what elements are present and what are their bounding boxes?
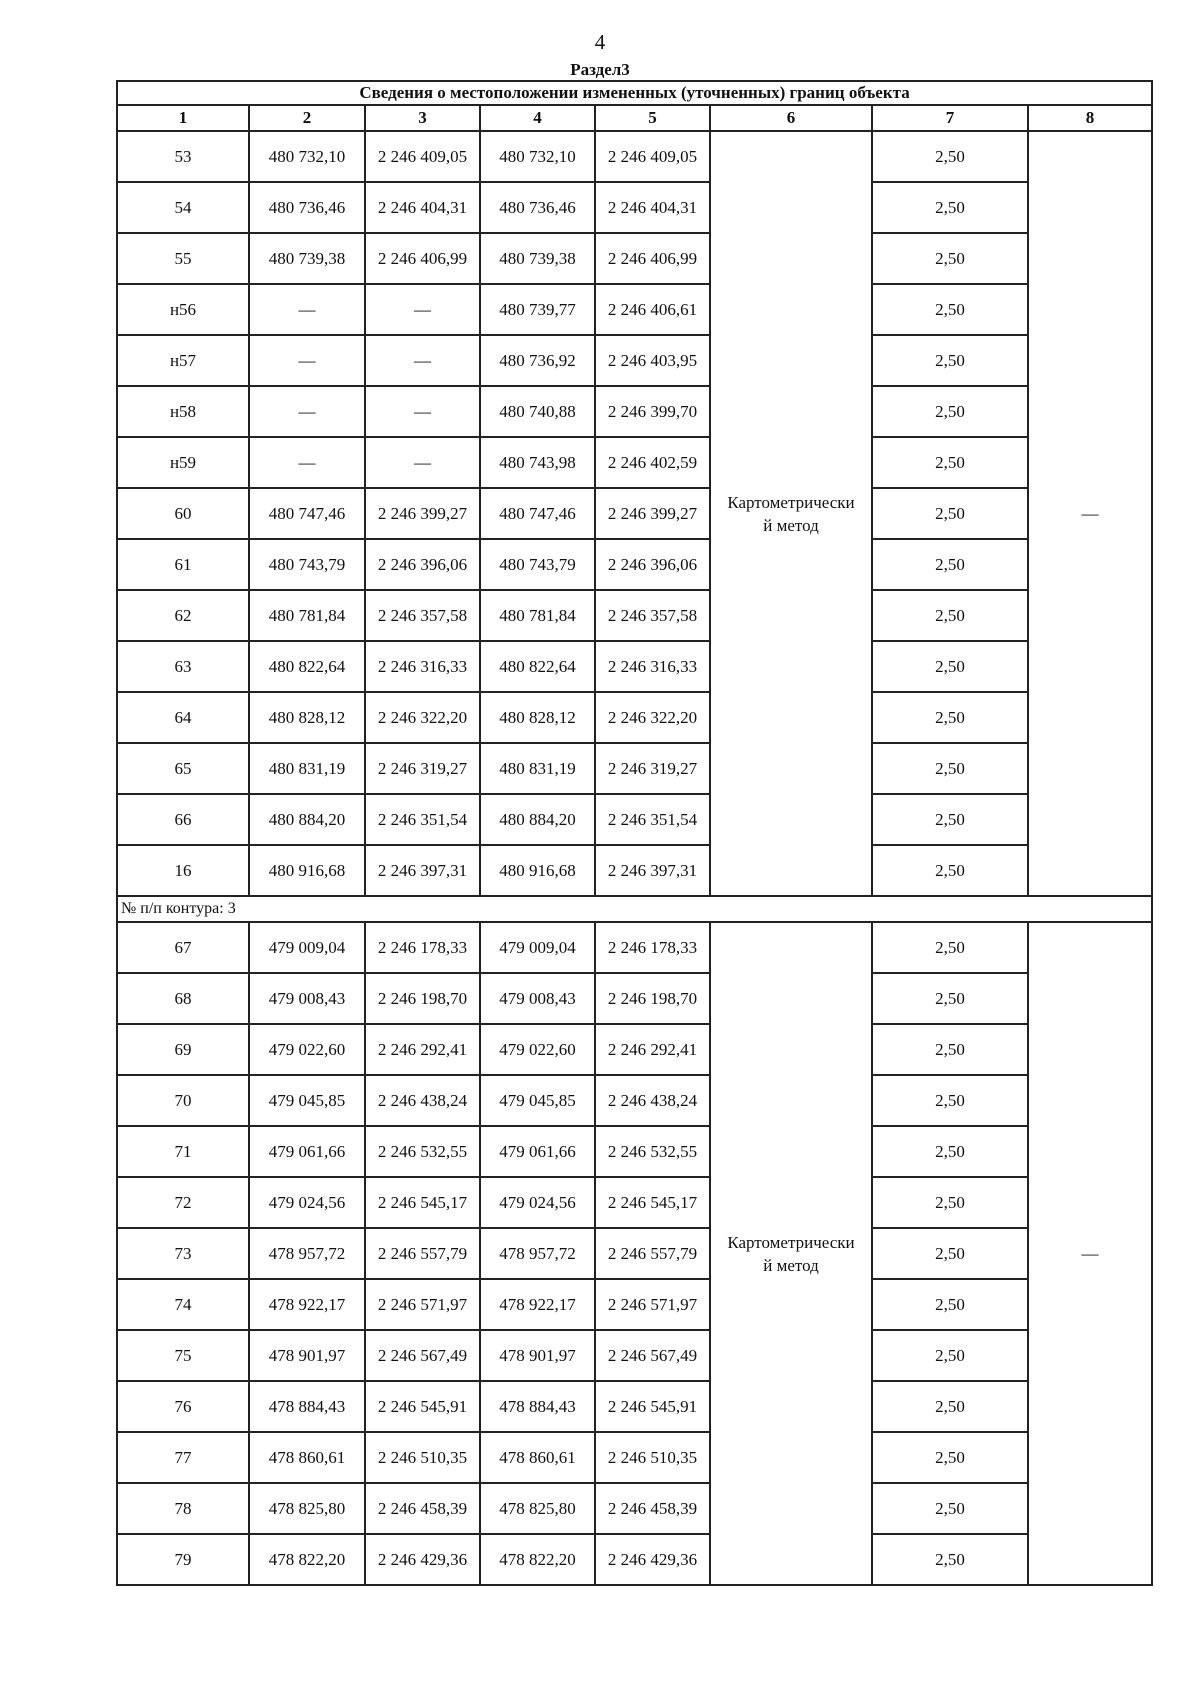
table-cell: 480 736,46 <box>480 182 595 233</box>
table-cell: 2,50 <box>872 641 1028 692</box>
table-cell: 2 246 438,24 <box>595 1075 710 1126</box>
table-row <box>117 1126 1152 1177</box>
table-cell: 479 045,85 <box>249 1075 365 1126</box>
table-cell: 480 822,64 <box>249 641 365 692</box>
table-row <box>117 335 1152 386</box>
table-cell: — <box>249 386 365 437</box>
table-cell: 67 <box>117 922 249 973</box>
table-cell: 2,50 <box>872 233 1028 284</box>
table-row <box>117 182 1152 233</box>
table-cell: 478 957,72 <box>480 1228 595 1279</box>
table-cell: 2 246 557,79 <box>365 1228 480 1279</box>
table-cell: 480 743,79 <box>480 539 595 590</box>
method-cell: Картометрически й метод <box>710 922 872 1585</box>
table-row <box>117 1177 1152 1228</box>
table-cell: 2 246 319,27 <box>365 743 480 794</box>
table-cell: н57 <box>117 335 249 386</box>
table-cell: 2 246 178,33 <box>365 922 480 973</box>
table-cell: 60 <box>117 488 249 539</box>
table-cell: 480 884,20 <box>480 794 595 845</box>
table-cell: 2 246 399,27 <box>595 488 710 539</box>
table-cell: 77 <box>117 1432 249 1483</box>
table-cell: 479 024,56 <box>480 1177 595 1228</box>
table-cell: 2,50 <box>872 922 1028 973</box>
table-cell: 2,50 <box>872 488 1028 539</box>
table-cell: 2 246 567,49 <box>595 1330 710 1381</box>
table-cell: 2,50 <box>872 539 1028 590</box>
table-cell: 72 <box>117 1177 249 1228</box>
table-cell: 2 246 571,97 <box>595 1279 710 1330</box>
table-cell: 478 901,97 <box>249 1330 365 1381</box>
table-cell: 2,50 <box>872 1228 1028 1279</box>
table-cell: 2,50 <box>872 1024 1028 1075</box>
contour-label: № п/п контура: 3 <box>117 896 1152 922</box>
table-cell: 2 246 409,05 <box>365 131 480 182</box>
table-cell: 2 246 351,54 <box>365 794 480 845</box>
table-cell: — <box>249 335 365 386</box>
table-cell: 79 <box>117 1534 249 1585</box>
table-cell: 2 246 319,27 <box>595 743 710 794</box>
table-row <box>117 1483 1152 1534</box>
column-8-cell: — <box>1028 131 1152 896</box>
table-cell: 2,50 <box>872 590 1028 641</box>
table-cell: 71 <box>117 1126 249 1177</box>
table-cell: 69 <box>117 1024 249 1075</box>
table-row <box>117 1228 1152 1279</box>
table-cell: 2 246 545,91 <box>595 1381 710 1432</box>
table-cell: 2 246 397,31 <box>365 845 480 896</box>
table-cell: 480 831,19 <box>249 743 365 794</box>
table-cell: 53 <box>117 131 249 182</box>
table-cell: 64 <box>117 692 249 743</box>
table-cell: 75 <box>117 1330 249 1381</box>
page-number: 4 <box>594 30 606 54</box>
table-cell: н56 <box>117 284 249 335</box>
table-cell: 55 <box>117 233 249 284</box>
table-cell: 2,50 <box>872 1177 1028 1228</box>
table-cell: 480 884,20 <box>249 794 365 845</box>
table-caption-row <box>117 81 1152 105</box>
table-cell: 65 <box>117 743 249 794</box>
table-cell: 2 246 458,39 <box>595 1483 710 1534</box>
table-cell: 2 246 510,35 <box>365 1432 480 1483</box>
table-cell: 68 <box>117 973 249 1024</box>
column-number: 7 <box>872 105 1028 131</box>
table-row <box>117 743 1152 794</box>
table-cell: 480 732,10 <box>249 131 365 182</box>
table-cell: 2 246 545,17 <box>595 1177 710 1228</box>
table-cell: 66 <box>117 794 249 845</box>
table-cell: 480 781,84 <box>480 590 595 641</box>
table-cell: н59 <box>117 437 249 488</box>
table-cell: — <box>365 437 480 488</box>
table-cell: 2 246 399,70 <box>595 386 710 437</box>
table-cell: 2 246 402,59 <box>595 437 710 488</box>
column-8-cell: — <box>1028 922 1152 1585</box>
table-cell: 478 825,80 <box>480 1483 595 1534</box>
table-cell: 478 860,61 <box>480 1432 595 1483</box>
table-cell: 2,50 <box>872 973 1028 1024</box>
table-cell: 479 061,66 <box>480 1126 595 1177</box>
table-cell: 2 246 292,41 <box>365 1024 480 1075</box>
table-cell: 480 736,92 <box>480 335 595 386</box>
table-cell: 2 246 545,17 <box>365 1177 480 1228</box>
table-row <box>117 1075 1152 1126</box>
table-cell: 2 246 510,35 <box>595 1432 710 1483</box>
table-cell: 478 884,43 <box>480 1381 595 1432</box>
table-cell: н58 <box>117 386 249 437</box>
table-cell: — <box>249 284 365 335</box>
table-row <box>117 233 1152 284</box>
table-cell: 16 <box>117 845 249 896</box>
table-cell: 480 743,79 <box>249 539 365 590</box>
table-cell: 2 246 532,55 <box>365 1126 480 1177</box>
table-cell: 479 024,56 <box>249 1177 365 1228</box>
table-cell: 2 246 198,70 <box>365 973 480 1024</box>
table-row <box>117 1381 1152 1432</box>
table-cell: 2 246 399,27 <box>365 488 480 539</box>
table-cell: 2 246 557,79 <box>595 1228 710 1279</box>
table-cell: 480 822,64 <box>480 641 595 692</box>
table-cell: 478 825,80 <box>249 1483 365 1534</box>
table-cell: 480 916,68 <box>480 845 595 896</box>
table-cell: 479 045,85 <box>480 1075 595 1126</box>
table-cell: 480 831,19 <box>480 743 595 794</box>
table-cell: 2,50 <box>872 284 1028 335</box>
table-row <box>117 284 1152 335</box>
column-number: 6 <box>710 105 872 131</box>
table-row <box>117 539 1152 590</box>
contour-label-row <box>117 896 1152 922</box>
table-cell: 479 008,43 <box>480 973 595 1024</box>
table-cell: 2,50 <box>872 437 1028 488</box>
table-row <box>117 590 1152 641</box>
table-row <box>117 1279 1152 1330</box>
table-cell: 2 246 357,58 <box>365 590 480 641</box>
table-cell: 2,50 <box>872 1483 1028 1534</box>
column-number: 5 <box>595 105 710 131</box>
table-cell: 2 246 409,05 <box>595 131 710 182</box>
table-row <box>117 1330 1152 1381</box>
table-cell: 2 246 397,31 <box>595 845 710 896</box>
method-cell: Картометрически й метод <box>710 131 872 896</box>
table-cell: 2,50 <box>872 131 1028 182</box>
table-row <box>117 386 1152 437</box>
table-cell: 2,50 <box>872 1381 1028 1432</box>
table-cell: 2 246 292,41 <box>595 1024 710 1075</box>
table-cell: 480 828,12 <box>480 692 595 743</box>
table-cell: 2 246 429,36 <box>595 1534 710 1585</box>
table-cell: 2 246 322,20 <box>365 692 480 743</box>
table-cell: 2,50 <box>872 1432 1028 1483</box>
table-cell: 2 246 571,97 <box>365 1279 480 1330</box>
column-number: 1 <box>117 105 249 131</box>
table-cell: 2 246 396,06 <box>365 539 480 590</box>
table-row <box>117 131 1152 182</box>
table-cell: 478 922,17 <box>480 1279 595 1330</box>
table-cell: 478 957,72 <box>249 1228 365 1279</box>
table-row <box>117 437 1152 488</box>
table-cell: 2 246 406,99 <box>365 233 480 284</box>
table-cell: 2 246 404,31 <box>365 182 480 233</box>
table-cell: 2 246 351,54 <box>595 794 710 845</box>
table-cell: 2 246 429,36 <box>365 1534 480 1585</box>
table-cell: 2,50 <box>872 692 1028 743</box>
table-cell: 480 747,46 <box>480 488 595 539</box>
table-row <box>117 1534 1152 1585</box>
table-caption: Сведения о местоположении измененных (уточненных) границ объекта <box>117 81 1152 105</box>
table-cell: 2,50 <box>872 1126 1028 1177</box>
table-cell: 480 736,46 <box>249 182 365 233</box>
column-number: 4 <box>480 105 595 131</box>
table-cell: 2,50 <box>872 335 1028 386</box>
table-cell: 2,50 <box>872 1534 1028 1585</box>
table-cell: 2 246 316,33 <box>365 641 480 692</box>
table-row <box>117 1432 1152 1483</box>
table-row <box>117 488 1152 539</box>
table-cell: 2 246 403,95 <box>595 335 710 386</box>
table-cell: 2,50 <box>872 743 1028 794</box>
table-cell: 2 246 545,91 <box>365 1381 480 1432</box>
table-cell: 2 246 406,61 <box>595 284 710 335</box>
section-title: Раздел3 <box>570 60 630 79</box>
table-cell: 478 884,43 <box>249 1381 365 1432</box>
table-cell: 61 <box>117 539 249 590</box>
table-cell: 479 022,60 <box>249 1024 365 1075</box>
table-cell: 480 747,46 <box>249 488 365 539</box>
table-cell: 480 916,68 <box>249 845 365 896</box>
table-cell: 2 246 357,58 <box>595 590 710 641</box>
column-number: 8 <box>1028 105 1152 131</box>
table-cell: — <box>365 335 480 386</box>
table-cell: — <box>249 437 365 488</box>
table-row <box>117 1024 1152 1075</box>
table-cell: 74 <box>117 1279 249 1330</box>
column-number: 2 <box>249 105 365 131</box>
table-cell: 480 781,84 <box>249 590 365 641</box>
table-cell: 63 <box>117 641 249 692</box>
table-cell: 73 <box>117 1228 249 1279</box>
table-cell: 2 246 322,20 <box>595 692 710 743</box>
coordinates-table <box>116 80 1153 1586</box>
table-cell: 78 <box>117 1483 249 1534</box>
table-cell: 2 246 404,31 <box>595 182 710 233</box>
table-cell: 2 246 198,70 <box>595 973 710 1024</box>
table-cell: 70 <box>117 1075 249 1126</box>
table-cell: 480 739,38 <box>249 233 365 284</box>
table-body <box>117 81 1152 1585</box>
table-cell: 478 901,97 <box>480 1330 595 1381</box>
table-cell: 478 822,20 <box>480 1534 595 1585</box>
table-cell: 479 008,43 <box>249 973 365 1024</box>
table-cell: 478 922,17 <box>249 1279 365 1330</box>
table-cell: 2,50 <box>872 794 1028 845</box>
table-cell: 2,50 <box>872 386 1028 437</box>
column-number-row <box>117 105 1152 131</box>
table-cell: — <box>365 284 480 335</box>
table-cell: 479 061,66 <box>249 1126 365 1177</box>
table-cell: 76 <box>117 1381 249 1432</box>
table-cell: 62 <box>117 590 249 641</box>
table-cell: 479 009,04 <box>249 922 365 973</box>
table-row <box>117 692 1152 743</box>
table-cell: 480 739,77 <box>480 284 595 335</box>
table-cell: 2,50 <box>872 1279 1028 1330</box>
table-cell: 2,50 <box>872 845 1028 896</box>
table-row <box>117 641 1152 692</box>
table-cell: — <box>365 386 480 437</box>
table-cell: 2 246 438,24 <box>365 1075 480 1126</box>
table-cell: 2,50 <box>872 1330 1028 1381</box>
table-cell: 479 022,60 <box>480 1024 595 1075</box>
table-cell: 480 739,38 <box>480 233 595 284</box>
table-cell: 480 828,12 <box>249 692 365 743</box>
table-cell: 478 822,20 <box>249 1534 365 1585</box>
table-cell: 2 246 396,06 <box>595 539 710 590</box>
table-cell: 2 246 178,33 <box>595 922 710 973</box>
table-cell: 478 860,61 <box>249 1432 365 1483</box>
table-cell: 480 743,98 <box>480 437 595 488</box>
table-cell: 2 246 532,55 <box>595 1126 710 1177</box>
table-row <box>117 845 1152 896</box>
table-cell: 2,50 <box>872 182 1028 233</box>
table-row <box>117 794 1152 845</box>
table-cell: 54 <box>117 182 249 233</box>
table-cell: 2 246 458,39 <box>365 1483 480 1534</box>
table-cell: 2 246 316,33 <box>595 641 710 692</box>
table-row <box>117 973 1152 1024</box>
table-cell: 479 009,04 <box>480 922 595 973</box>
column-number: 3 <box>365 105 480 131</box>
table-cell: 2 246 406,99 <box>595 233 710 284</box>
table-cell: 2,50 <box>872 1075 1028 1126</box>
table-cell: 480 740,88 <box>480 386 595 437</box>
table-cell: 2 246 567,49 <box>365 1330 480 1381</box>
table-cell: 480 732,10 <box>480 131 595 182</box>
table-row <box>117 922 1152 973</box>
